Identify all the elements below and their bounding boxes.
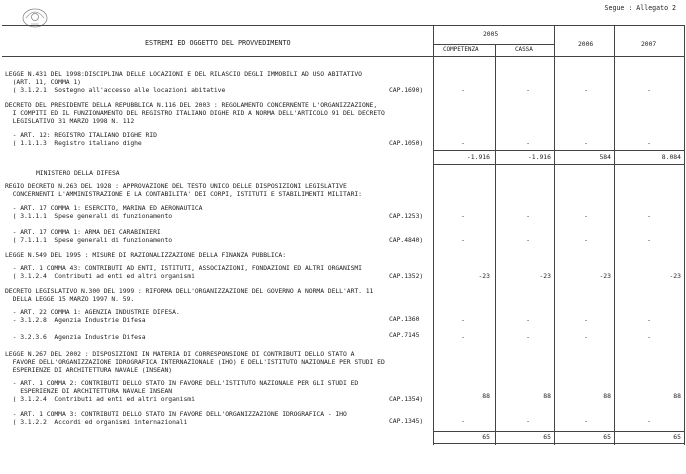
dpr-116-2003-line3: LEGISLATIVO 31 MARZO 1998 N. 112 [5, 117, 135, 125]
year-2005-label: 2005 [483, 30, 499, 38]
law-267-2002-line3: ESPERIENZE DI ARCHITETTURA NAVALE (INSEAN) [5, 366, 173, 374]
rd-263-art17-carabinieri: - ART. 17 COMMA 1: ARMA DEI CARABINIERI [5, 228, 161, 236]
cell-dash: - [647, 212, 651, 220]
cell-dash: - [526, 86, 530, 94]
law-549-art1-comma43: - ART. 1 COMMA 43: CONTRIBUTI AD ENTI, ISTITUTI, ASSOCIAZIONI, FONDAZIONI ED ALTRI ORGANISMI [5, 264, 362, 272]
subtotal-2006: 584 [599, 153, 611, 161]
law-549-item: ( 3.1.2.4 Contributi ad enti ed altri organismi [5, 272, 195, 280]
cap-1354: CAP.1354) [389, 395, 424, 403]
law-267-art1-comma2: - ART. 1 COMMA 2: CONTRIBUTI DELLO STATO IN FAVORE DELL'ISTITUTO NAZIONALE PER GLI STUDI ED [5, 379, 359, 387]
dpr-116-2003-item: ( 1.1.1.3 Registro italiano dighe [5, 139, 142, 147]
year-2006-label: 2006 [578, 40, 594, 48]
rd-263-1928-title: REGIO DECRETO N.263 DEL 1928 : APPROVAZIONE DEL TESTO UNICO DELLE DISPOSIZIONI LEGISLATIVE [5, 182, 347, 190]
cell-value-88: 88 [543, 392, 551, 400]
dlgs-300-1999-line2: DELLA LEGGE 15 MARZO 1997 N. 59. [5, 295, 135, 303]
rd-263-art17-esercito: - ART. 17 COMMA 1: ESERCITO, MARINA ED AERONAUTICA [5, 204, 203, 212]
dpr-116-2003-title: DECRETO DEL PRESIDENTE DELLA REPUBBLICA N.116 DEL 2003 : REGOLAMENTO CONCERNENTE L'ORGANIZZAZIONE, [5, 101, 378, 109]
law-267-item-3122: ( 3.1.2.2 Accordi ed organismi internazionali [5, 418, 188, 426]
cell-value-m23: -23 [599, 272, 611, 280]
total-rule-bottom [433, 443, 684, 444]
cell-dash: - [647, 86, 651, 94]
cell-dash: - [584, 236, 588, 244]
cell-dash: - [584, 86, 588, 94]
rd-263-1928-line2: CONCERNENTI L'AMMINISTRAZIONE E LA CONTABILITA' DEI CORPI, ISTITUTI E STABILIMENTI MILITARI: [5, 190, 362, 198]
cell-dash: - [584, 333, 588, 341]
subtotal-2007: 8.084 [661, 153, 681, 161]
header-allegato-label: Segue : Allegato 2 [604, 4, 676, 12]
competenza-label: COMPETENZA [443, 46, 479, 53]
dpr-116-2003-article: - ART. 12: REGISTRO ITALIANO DIGHE RID [5, 131, 157, 139]
cell-dash: - [461, 333, 465, 341]
col-sep-cassa [495, 44, 496, 445]
cap-1345: CAP.1345) [389, 417, 424, 425]
subtotal-rule-bottom [433, 164, 684, 165]
cell-value-m23: -23 [539, 272, 551, 280]
subtotal-rule-top [433, 150, 684, 151]
dlgs-300-item-3236: - 3.2.3.6 Agenzia Industrie Difesa [5, 333, 146, 341]
republic-emblem-icon [18, 4, 52, 30]
ministry-heading: MINISTERO DELLA DIFESA [36, 169, 120, 177]
rd-263-item-3111: ( 3.1.1.1 Spese generali di funzionamento [5, 212, 173, 220]
table-top-rule [2, 25, 684, 26]
subtotal-cassa: -1.916 [527, 153, 551, 161]
cap-1050: CAP.1050) [389, 139, 424, 147]
cell-dash: - [526, 139, 530, 147]
law-267-2002-title: LEGGE N.267 DEL 2002 : DISPOSIZIONI IN MATERIA DI CORRESPONSIONE DI CONTRIBUTI DELLO STATO A [5, 350, 355, 358]
cell-dash: - [526, 333, 530, 341]
dlgs-300-art22: - ART. 22 COMMA 1: AGENZIA INDUSTRIE DIFESA. [5, 308, 180, 316]
cell-dash: - [526, 236, 530, 244]
cap-4840: CAP.4840) [389, 236, 424, 244]
cap-1253: CAP.1253) [389, 212, 424, 220]
cassa-label: CASSA [515, 46, 533, 53]
year-2005-subrule [433, 44, 554, 45]
law-267-art1-comma2-line2: ESPERIENZE DI ARCHITETTURA NAVALE INSEAN [5, 387, 173, 395]
cap-1360: CAP.1360 [389, 315, 420, 323]
cell-dash: - [526, 417, 530, 425]
cell-value-88: 88 [603, 392, 611, 400]
law-267-2002-line2: FAVORE DELL'ORGANIZZAZIONE IDROGRAFICA INTERNAZIONALE (IHO) E DELL'ISTITUTO NAZIONALE PER STUDI ED [5, 358, 385, 366]
cell-dash: - [461, 86, 465, 94]
cell-dash: - [461, 236, 465, 244]
header-bottom-rule [2, 56, 684, 57]
cell-dash: - [647, 316, 651, 324]
cell-dash: - [461, 212, 465, 220]
col-sep-2006 [554, 25, 555, 445]
total-2006: 65 [603, 433, 611, 441]
dlgs-300-1999-title: DECRETO LEGISLATIVO N.300 DEL 1999 : RIFORMA DELL'ORGANIZZAZIONE DEL GOVERNO A NORMA DELL'ART. 11 [5, 287, 374, 295]
total-2007: 65 [673, 433, 681, 441]
dlgs-300-item-3128: - 3.1.2.8 Agenzia Industrie Difesa [5, 316, 146, 324]
col-sep-competenza [433, 25, 434, 445]
cell-value-88: 88 [673, 392, 681, 400]
cap-1352: CAP.1352) [389, 272, 424, 280]
cell-dash: - [526, 212, 530, 220]
cell-value-m23: -23 [478, 272, 490, 280]
cell-dash: - [584, 417, 588, 425]
total-cassa: 65 [543, 433, 551, 441]
cell-dash: - [526, 316, 530, 324]
cell-dash: - [461, 139, 465, 147]
cell-dash: - [647, 139, 651, 147]
year-2007-label: 2007 [641, 40, 657, 48]
law-431-1998-item: ( 3.1.2.1 Sostegno all'accesso alle locazioni abitative [5, 86, 226, 94]
cell-dash: - [584, 139, 588, 147]
rd-263-item-7111: ( 7.1.1.1 Spese generali di funzionamento [5, 236, 173, 244]
cap-7145: CAP.7145 [389, 331, 420, 339]
cell-dash: - [647, 236, 651, 244]
total-rule-top [433, 431, 684, 432]
cell-value-m23: -23 [669, 272, 681, 280]
cell-dash: - [584, 316, 588, 324]
cell-dash: - [584, 212, 588, 220]
cell-dash: - [647, 417, 651, 425]
column-title: ESTREMI ED OGGETTO DEL PROVVEDIMENTO [145, 39, 291, 47]
law-267-art1-comma3: - ART. 1 COMMA 3: CONTRIBUTI DELLO STATO IN FAVORE DELL'ORGANIZZAZIONE IDROGRAFICA - IHO [5, 410, 347, 418]
cell-dash: - [461, 417, 465, 425]
cap-1690: CAP.1690) [389, 86, 424, 94]
dpr-116-2003-line2: I COMPITI ED IL FUNZIONAMENTO DEL REGISTRO ITALIANO DIGHE RID A NORMA DELL'ARTICOLO 91 DEL DECRETO [5, 109, 385, 117]
col-sep-2007 [614, 25, 615, 445]
cell-dash: - [461, 316, 465, 324]
law-431-1998-article: (ART. 11, COMMA 1) [5, 78, 81, 86]
total-competenza: 65 [482, 433, 490, 441]
subtotal-competenza: -1.916 [466, 153, 490, 161]
law-431-1998-title: LEGGE N.431 DEL 1998:DISCIPLINA DELLE LOCAZIONI E DEL RILASCIO DEGLI IMMOBILI AD USO ABITATIVO [5, 70, 362, 78]
law-549-1995-title: LEGGE N.549 DEL 1995 : MISURE DI RAZIONALIZZAZIONE DELLA FINANZA PUBBLICA: [5, 251, 287, 259]
cell-dash: - [647, 333, 651, 341]
col-sep-right [684, 25, 685, 445]
law-267-item-3124: ( 3.1.2.4 Contributi ad enti ed altri organismi [5, 395, 195, 403]
cell-value-88: 88 [482, 392, 490, 400]
